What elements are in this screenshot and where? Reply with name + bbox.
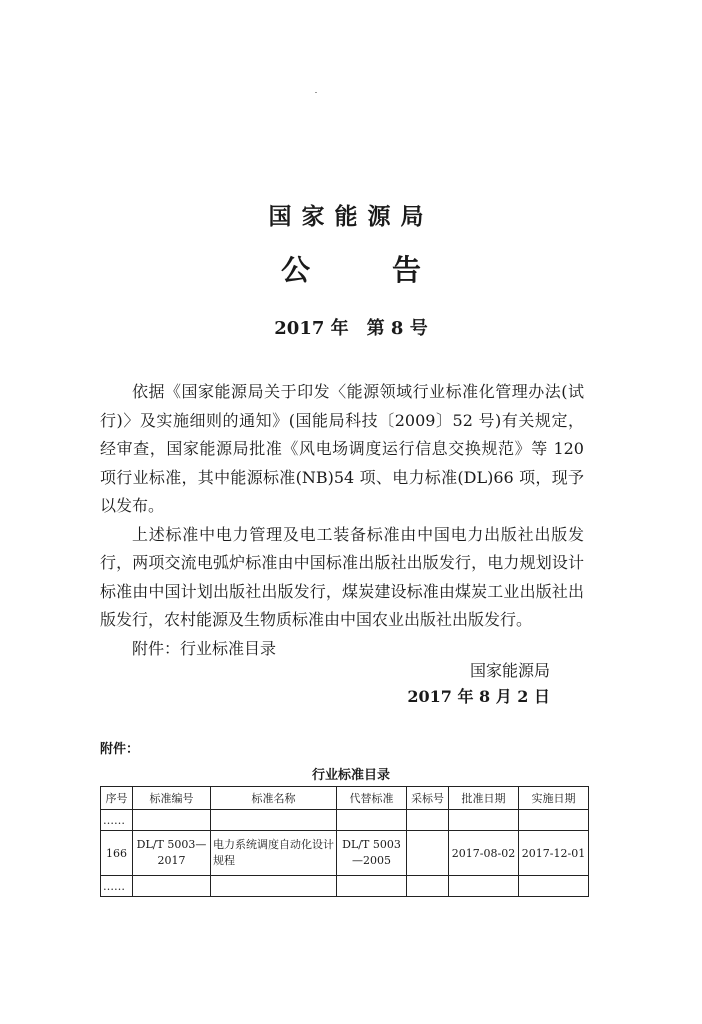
issuing-organization-title: 国家能源局 xyxy=(268,204,434,230)
cell-std-name: 电力系统调度自动化设计规程 xyxy=(211,831,337,876)
table-header-row xyxy=(101,787,589,810)
signature-date: 2017 年 8 月 2 日 xyxy=(407,687,550,706)
column-header-std-name: 标准名称 xyxy=(211,787,337,810)
scan-speck xyxy=(315,92,317,93)
column-header-replaces: 代替标准 xyxy=(337,787,407,810)
ellipsis-cell: …… xyxy=(101,876,133,897)
cell-std-code: DL/T 5003—2017 xyxy=(133,831,211,876)
signature-organization: 国家能源局 xyxy=(469,661,550,680)
cell-adopt-no xyxy=(407,831,449,876)
table-row xyxy=(101,810,589,831)
body-paragraph-attachment-note: 附件：行业标准目录 xyxy=(132,638,277,658)
announcement-title: 公 告 xyxy=(280,253,458,287)
document-issue-number: 第 8 号 xyxy=(366,318,428,339)
column-header-adopt-no: 采标号 xyxy=(407,787,449,810)
column-header-approve-date: 批准日期 xyxy=(449,787,519,810)
cell-replaces: DL/T 5003—2005 xyxy=(337,831,407,876)
document-year: 2017 年 xyxy=(274,318,349,339)
body-paragraph-2: 上述标准中电力管理及电工装备标准由中国电力出版社出版发行，两项交流电弧炉标准由中国标准出版社出版发行，电力规划设计标准由中国计划出版社出版发行，煤炭建设标准由煤炭工业出版社出版发行，农村能源及生物质标准由中国农业出版社出版发行。 xyxy=(100,524,584,629)
cell-effective-date: 2017-12-01 xyxy=(519,831,589,876)
body-paragraph-1: 依据《国家能源局关于印发〈能源领域行业标准化管理办法(试行)〉及实施细则的通知》(国能局科技〔2009〕52 号)有关规定，经审查，国家能源局批准《风电场调度运行信息交换规范》等 120 项行业标准，其中能源标准(NB)54 项、电力标准(DL)66 项，现予以发布。 xyxy=(100,382,584,515)
document-number xyxy=(0,314,702,340)
ellipsis-cell: …… xyxy=(101,810,133,831)
column-header-effective-date: 实施日期 xyxy=(519,787,589,810)
table-row xyxy=(101,831,589,876)
announcement-body xyxy=(100,378,584,663)
cell-serial: 166 xyxy=(101,831,133,876)
standards-catalog-title: 行业标准目录 xyxy=(311,768,390,783)
standards-catalog-table xyxy=(100,786,589,897)
column-header-serial: 序号 xyxy=(101,787,133,810)
column-header-std-code: 标准编号 xyxy=(133,787,211,810)
cell-approve-date: 2017-08-02 xyxy=(449,831,519,876)
attachment-label: 附件： xyxy=(100,742,140,757)
table-row xyxy=(101,876,589,897)
